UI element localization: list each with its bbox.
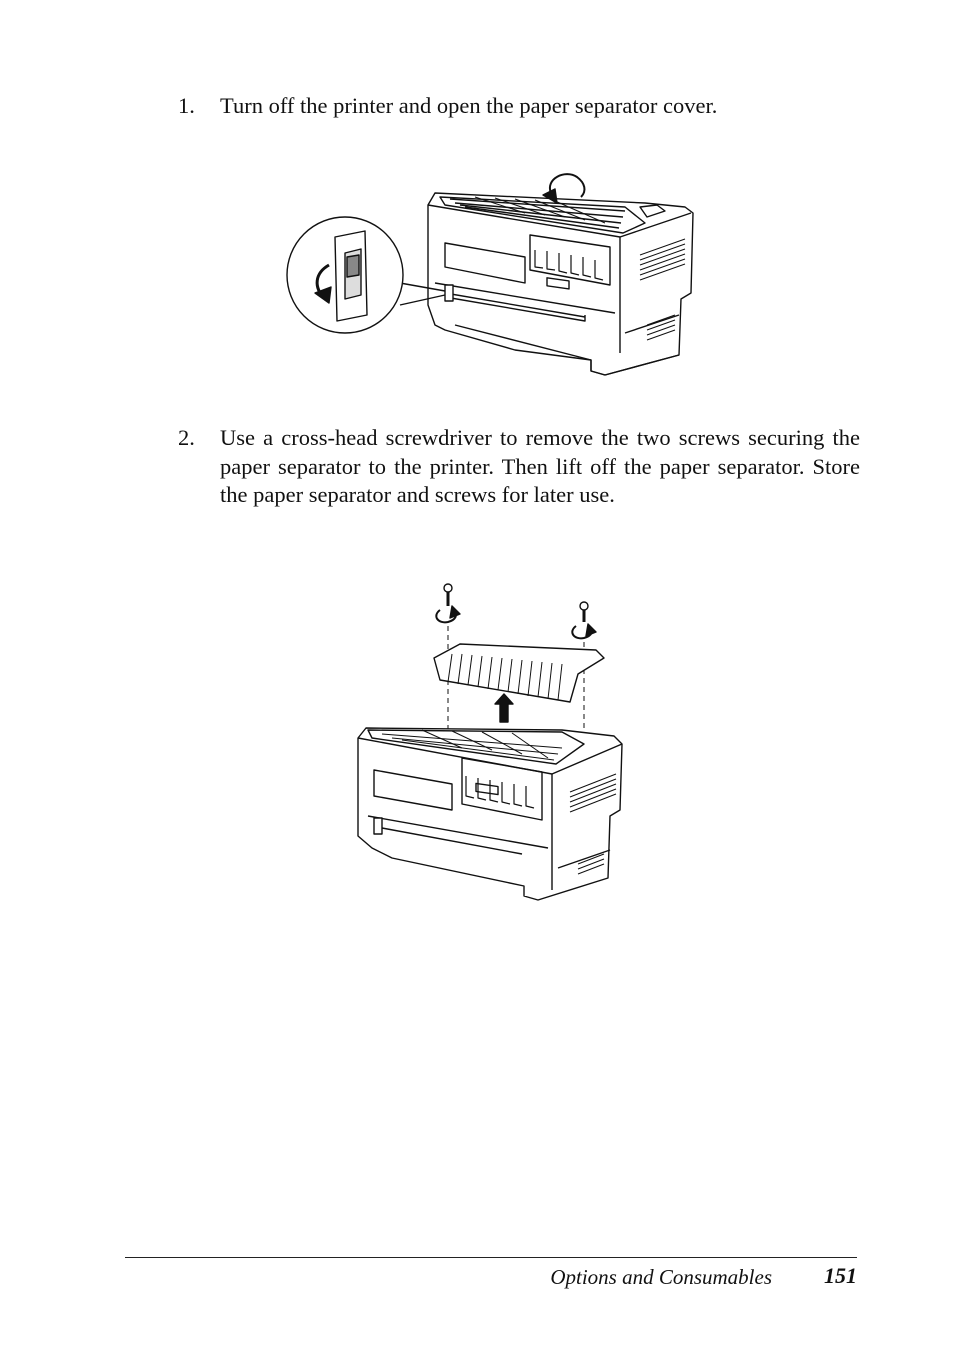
page-number: 151	[824, 1263, 857, 1288]
footer-rule	[125, 1257, 857, 1258]
printer-power-off-illustration	[285, 165, 700, 380]
footer-section-title: Options and Consumables	[550, 1265, 772, 1289]
paper-separator-removal-illustration	[352, 578, 627, 908]
step-number: 2.	[178, 425, 195, 450]
screw-icon	[580, 602, 588, 622]
screw-icon	[444, 584, 452, 606]
step-text: Use a cross-head screwdriver to remove the two screws securing the paper separator to the printer. Then lift off the paper separator. Store the paper separator and screws for later use.	[220, 425, 860, 507]
step-number: 1.	[178, 93, 195, 118]
step-text: Turn off the printer and open the paper separator cover.	[220, 93, 718, 118]
